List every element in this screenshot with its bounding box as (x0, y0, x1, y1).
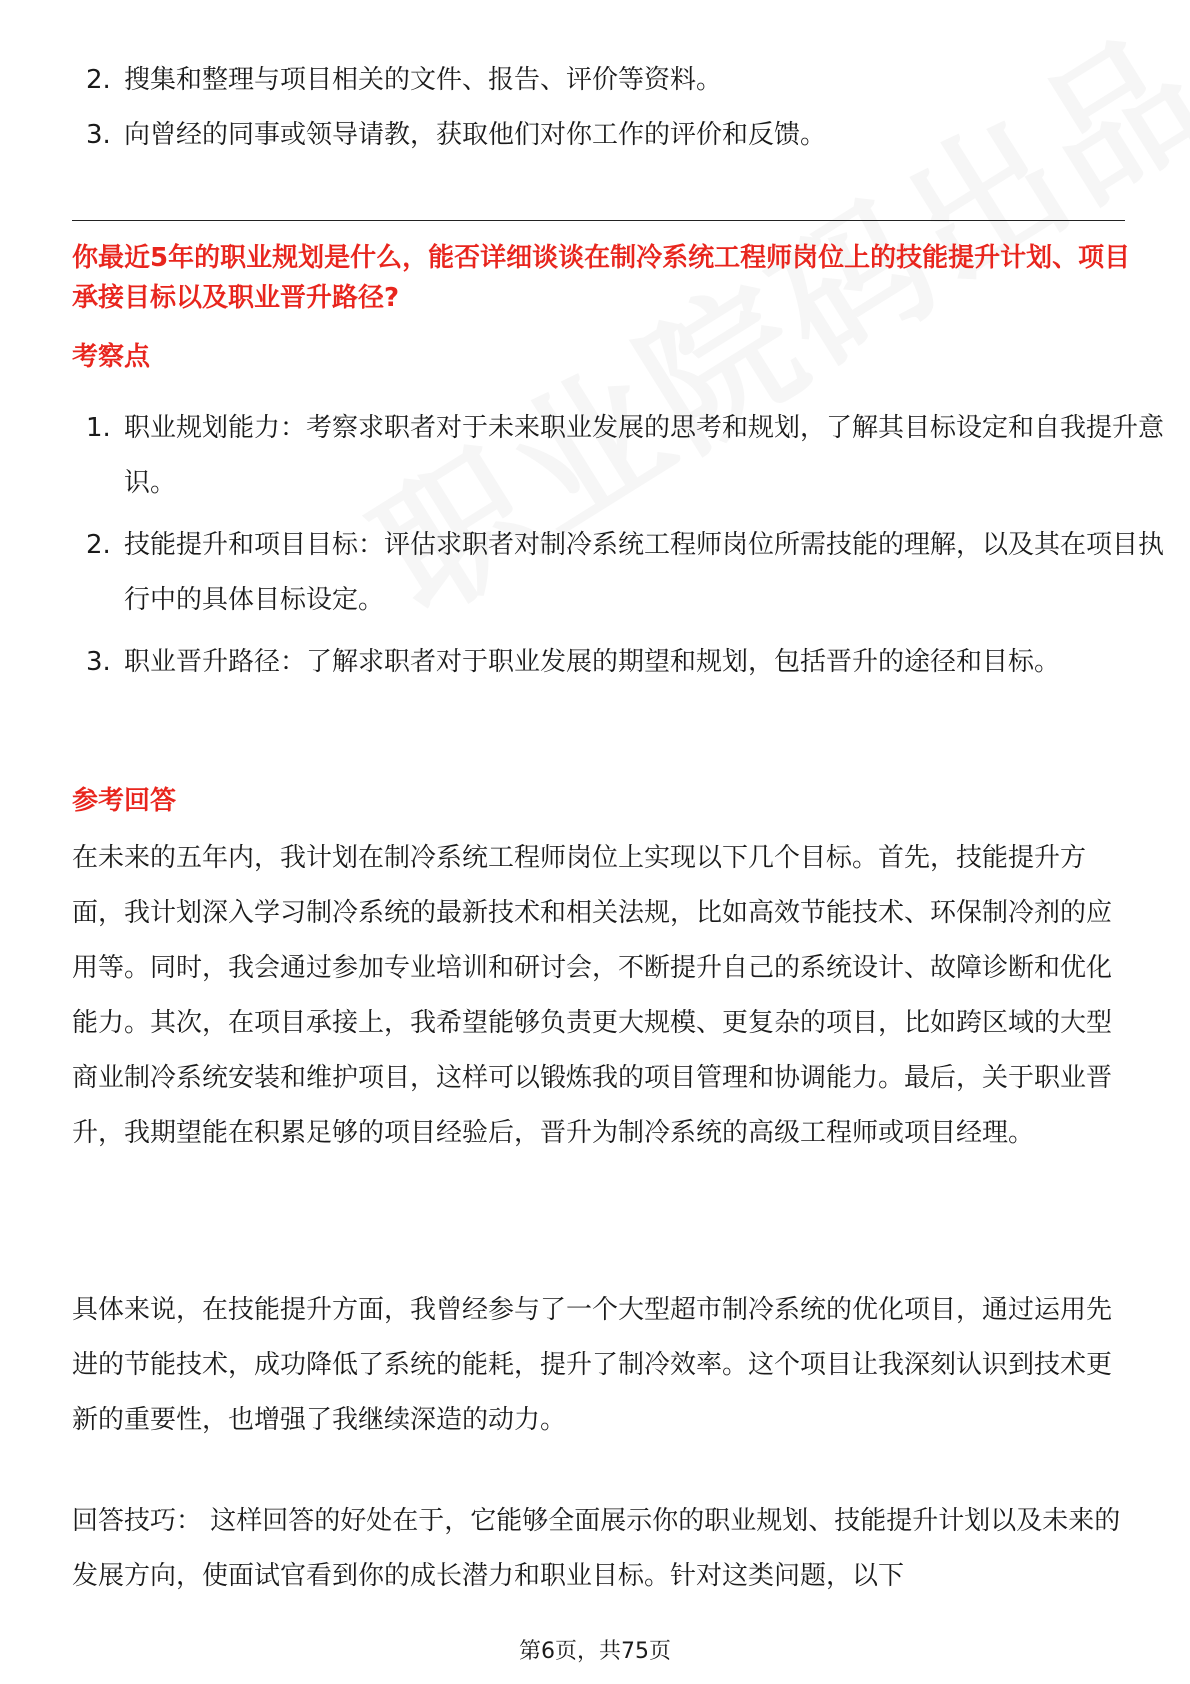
list-item (72, 108, 1184, 163)
list-item (72, 635, 1184, 690)
assessment-heading: 考察点 (72, 342, 151, 372)
list-item-number: 3. (86, 647, 111, 677)
answer-paragraph: 具体来说，在技能提升方面，我曾经参与了一个大型超市制冷系统的优化项目，通过运用先进的节能技术，成功降低了系统的能耗，提升了制冷效率。这个项目让我深刻认识到技术更新的重要性，也增强了我继续深造的动力。 (72, 1295, 1113, 1435)
list-item-text: 职业规划能力：考察求职者对于未来职业发展的思考和规划，了解其目标设定和自我提升意识。 (124, 413, 1165, 498)
list-item-text: 向曾经的同事或领导请教，获取他们对你工作的评价和反馈。 (124, 120, 827, 150)
interview-question: 你最近5年的职业规划是什么，能否详细谈谈在制冷系统工程师岗位上的技能提升计划、项目承接目标以及职业晋升路径? (72, 243, 1131, 313)
list-item (72, 53, 1184, 108)
list-item-number: 2. (86, 65, 111, 95)
answer-paragraph: 在未来的五年内，我计划在制冷系统工程师岗位上实现以下几个目标。首先，技能提升方面，我计划深入学习制冷系统的最新技术和相关法规，比如高效节能技术、环保制冷剂的应用等。同时，我会通过参加专业培训和研讨会，不断提升自己的系统设计、故障诊断和优化能力。其次，在项目承接上，我希望能够负责更大规模、更复杂的项目，比如跨区域的大型商业制冷系统安装和维护项目，这样可以锻炼我的项目管理和协调能力。最后，关于职业晋升，我期望能在积累足够的项目经验后，晋升为制冷系统的高级工程师或项目经理。 (72, 843, 1113, 1148)
list-item (72, 401, 1184, 511)
page-number-footer: 第6页，共75页 (519, 1639, 671, 1664)
list-item-text: 技能提升和项目目标：评估求职者对制冷系统工程师岗位所需技能的理解，以及其在项目执行中的具体目标设定。 (124, 530, 1165, 615)
list-item-number: 3. (86, 120, 111, 150)
answer-tips-paragraph: 回答技巧： 这样回答的好处在于，它能够全面展示你的职业规划、技能提升计划以及未来的发展方向，使面试官看到你的成长潜力和职业目标。针对这类问题，以下 (72, 1506, 1121, 1591)
list-item-text: 职业晋升路径：了解求职者对于职业发展的期望和规划，包括晋升的途径和目标。 (124, 647, 1061, 677)
continued-list (72, 53, 1184, 163)
list-item-number: 2. (86, 530, 111, 560)
list-item-text: 搜集和整理与项目相关的文件、报告、评价等资料。 (124, 65, 723, 95)
reference-answer-heading: 参考回答 (72, 786, 177, 816)
list-item (72, 518, 1184, 628)
section-divider (72, 220, 1125, 221)
list-item-number: 1. (86, 413, 111, 443)
assessment-points (72, 401, 1184, 697)
